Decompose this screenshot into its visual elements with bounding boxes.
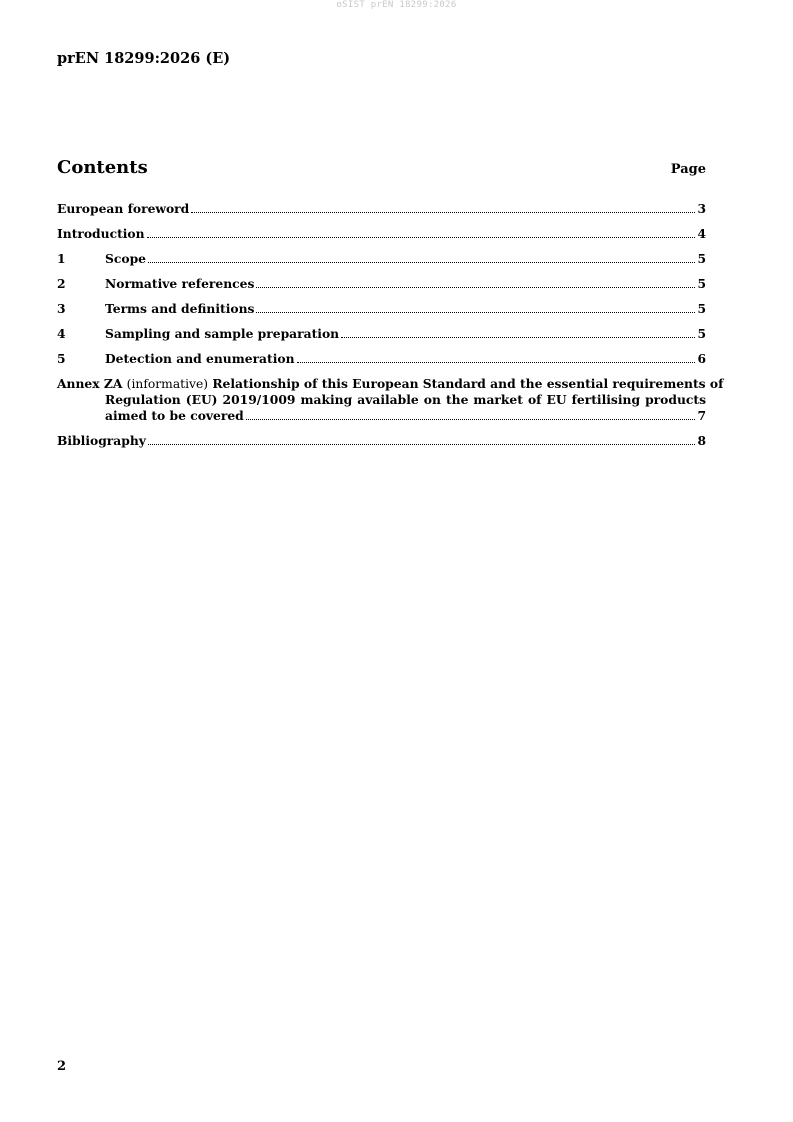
toc-entry-page: 6 [697, 351, 706, 366]
toc-entry-sampling[interactable] [57, 326, 706, 351]
toc-entry-page: 3 [697, 201, 706, 216]
annex-title-line-3-row [57, 408, 706, 424]
toc-entry-title: European foreword [57, 201, 190, 216]
toc-entry-detection[interactable] [57, 351, 706, 376]
dot-leader [297, 361, 696, 363]
toc-entry-number: 5 [57, 351, 66, 366]
page-number: 2 [57, 1059, 67, 1074]
dot-leader [191, 211, 695, 213]
toc-entry-terms-and-definitions[interactable] [57, 301, 706, 326]
watermark: oSIST prEN 18299:2026 [336, 0, 457, 10]
annex-title-line-2: Regulation (EU) 2019/1009 making available on the market of EU fertilising products [105, 392, 706, 407]
toc-entry-title: Scope [105, 251, 146, 266]
dot-leader [147, 236, 696, 238]
toc-entry-title: Normative references [105, 276, 255, 291]
dot-leader [148, 443, 696, 445]
toc-entry-title: Terms and definitions [105, 301, 255, 316]
toc-entry-annex-za[interactable] [57, 376, 724, 424]
toc-entry-page: 5 [697, 326, 706, 341]
toc-entry-bibliography[interactable] [57, 433, 706, 458]
annex-qualifier: (informative) [126, 377, 209, 391]
toc-entry-number: 2 [57, 276, 66, 291]
dot-leader [148, 261, 695, 263]
annex-title-line-3: aimed to be covered [105, 408, 244, 423]
annex-title-line-1: Relationship of this European Standard and the essential requirements of [212, 376, 724, 391]
toc-entry-scope[interactable] [57, 251, 706, 276]
dot-leader [246, 418, 696, 420]
toc-entry-page: 5 [697, 251, 706, 266]
toc-entry-page: 7 [697, 408, 706, 423]
toc-entry-european-foreword[interactable] [57, 201, 706, 226]
dot-leader [341, 336, 695, 338]
toc-entry-title: Bibliography [57, 433, 146, 448]
dot-leader [256, 286, 695, 288]
annex-label: Annex ZA [57, 376, 123, 391]
toc-entry-normative-references[interactable] [57, 276, 706, 301]
toc-entry-page: 4 [697, 226, 706, 241]
document-id: prEN 18299:2026 (E) [57, 50, 231, 67]
contents-heading: Contents [57, 157, 148, 178]
annex-heading-line [57, 376, 724, 392]
toc-entry-page: 8 [697, 433, 706, 448]
page-column-label: Page [670, 162, 706, 177]
toc-entry-title: Introduction [57, 226, 145, 241]
toc-entry-number: 1 [57, 251, 66, 266]
table-of-contents [57, 201, 724, 458]
toc-entry-page: 5 [697, 276, 706, 291]
toc-entry-page: 5 [697, 301, 706, 316]
toc-entry-title: Detection and enumeration [105, 351, 295, 366]
toc-entry-number: 4 [57, 326, 66, 341]
dot-leader [256, 311, 695, 313]
toc-entry-number: 3 [57, 301, 66, 316]
toc-entry-title: Sampling and sample preparation [105, 326, 340, 341]
toc-entry-introduction[interactable] [57, 226, 706, 251]
